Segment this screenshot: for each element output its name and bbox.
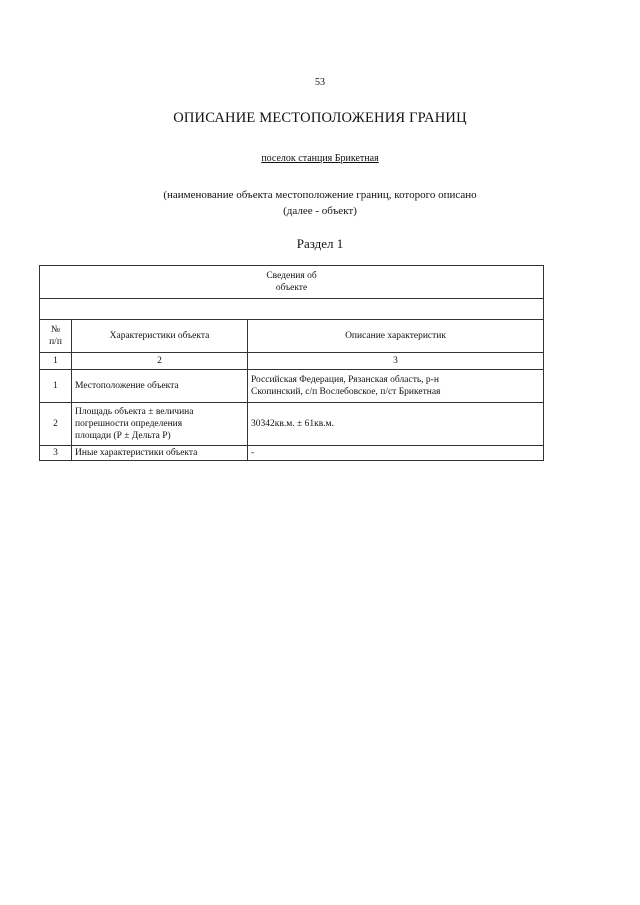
page-number: 53 (315, 77, 325, 88)
header-num-line2: п/п (49, 337, 62, 347)
table-empty-cell (40, 299, 544, 320)
column-number-3: 3 (248, 353, 544, 370)
table-caption-line2: объекте (275, 283, 308, 293)
table-caption-line1: Сведения об (266, 271, 317, 281)
section-title: Раздел 1 (296, 236, 344, 251)
table-empty-row (40, 299, 544, 320)
row-description: - (248, 446, 544, 461)
column-number-1: 1 (40, 353, 72, 370)
column-number-row (40, 353, 544, 370)
header-num-line1: № (50, 325, 61, 335)
row-characteristic: Иные характеристики объекта (72, 446, 248, 461)
object-info-table (39, 265, 544, 461)
header-num (40, 320, 72, 353)
row-characteristic: Местоположение объекта (72, 370, 248, 403)
row-num: 3 (40, 446, 72, 461)
object-name-container (0, 153, 640, 164)
row-characteristic-line1: Площадь объекта ± величина (75, 407, 194, 417)
table-row (40, 446, 544, 461)
table-row (40, 403, 544, 446)
row-characteristic (72, 403, 248, 446)
column-number-2: 2 (72, 353, 248, 370)
object-caption (0, 187, 640, 219)
table-caption (40, 266, 544, 299)
object-caption-line1: (наименование объекта местоположение границ, которого описано (163, 189, 477, 201)
object-name: поселок станция Брикетная (261, 153, 379, 164)
header-description: Описание характеристик (248, 320, 544, 353)
row-characteristic-line3: площади (Р ± Дельта Р) (75, 431, 171, 441)
row-description-line2: Скопинский, с/п Вослебовское, п/ст Брикетная (251, 387, 441, 397)
row-num: 1 (40, 370, 72, 403)
row-description: 30342кв.м. ± 61кв.м. (248, 403, 544, 446)
table-caption-row (40, 266, 544, 299)
table-row (40, 370, 544, 403)
document-title: ОПИСАНИЕ МЕСТОПОЛОЖЕНИЯ ГРАНИЦ (173, 110, 467, 126)
row-num: 2 (40, 403, 72, 446)
row-description-line1: Российская Федерация, Рязанская область, р-н (251, 375, 439, 385)
row-characteristic-line2: погрешности определения (75, 419, 183, 429)
row-description (248, 370, 544, 403)
object-caption-line2: (далее - объект) (283, 205, 357, 217)
header-characteristics: Характеристики объекта (72, 320, 248, 353)
table-header-row (40, 320, 544, 353)
